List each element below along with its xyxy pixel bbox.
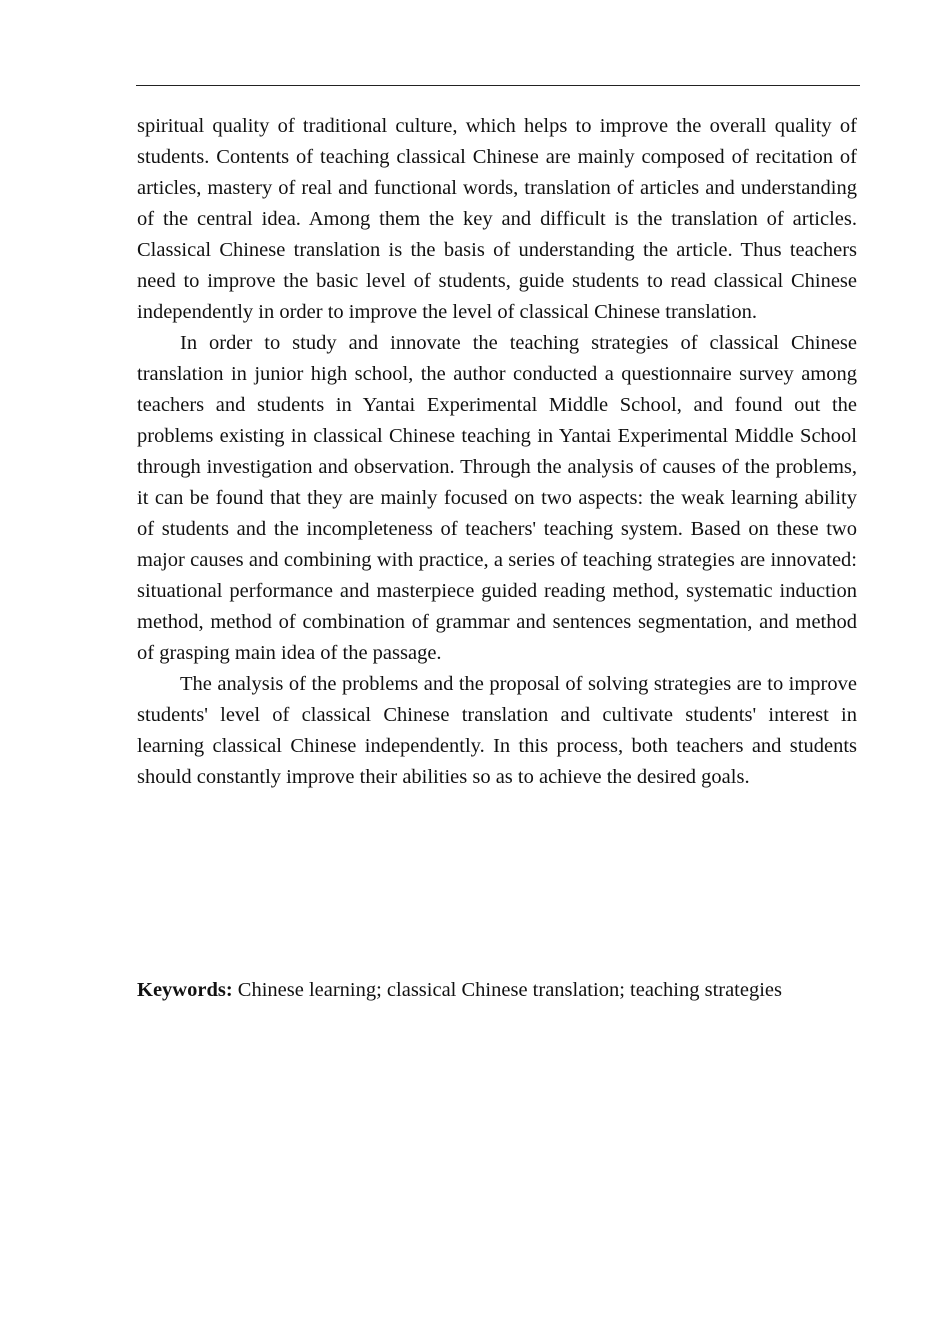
keywords-text: Chinese learning; classical Chinese translation; teaching strategies (232, 979, 783, 1001)
paragraph-conclusion: The analysis of the problems and the proposal of solving strategies are to improve students' level of classical Chinese translation and cultivate students' interest in learning classical Chinese independently. In this process, both teachers and students should constantly improve their abilities so as to achieve the desired goals. (137, 673, 857, 788)
header-rule (136, 85, 860, 86)
paragraph-research-method: In order to study and innovate the teaching strategies of classical Chinese translation in junior high school, the author conducted a questionnaire survey among teachers and students in Yantai Experimental Middle School, and found out the problems existing in classical Chinese teaching in Yantai Experimental Middle School through investigation and observation. Through the analysis of causes of the problems, it can be found that they are mainly focused on two aspects: the weak learning ability of students and the incompleteness of teachers' teaching system. Based on these two major causes and combining with practice, a series of teaching strategies are innovated: situational performance and masterpiece guided reading method, systematic induction method, method of combination of grammar and sentences segmentation, and method of grasping main idea of the passage. (137, 332, 857, 664)
abstract-body (137, 111, 857, 793)
keywords-label: Keywords: (137, 979, 233, 1001)
keywords-line (137, 975, 877, 1006)
paragraph-continued: spiritual quality of traditional culture, which helps to improve the overall quality of students. Contents of teaching classical Chinese are mainly composed of recitation of articles, mastery of real and functional words, translation of articles and understanding of the central idea. Among them the key and difficult is the translation of articles. Classical Chinese translation is the basis of understanding the article. Thus teachers need to improve the basic level of students, guide students to read classical Chinese independently in order to improve the level of classical Chinese translation. (137, 115, 857, 323)
